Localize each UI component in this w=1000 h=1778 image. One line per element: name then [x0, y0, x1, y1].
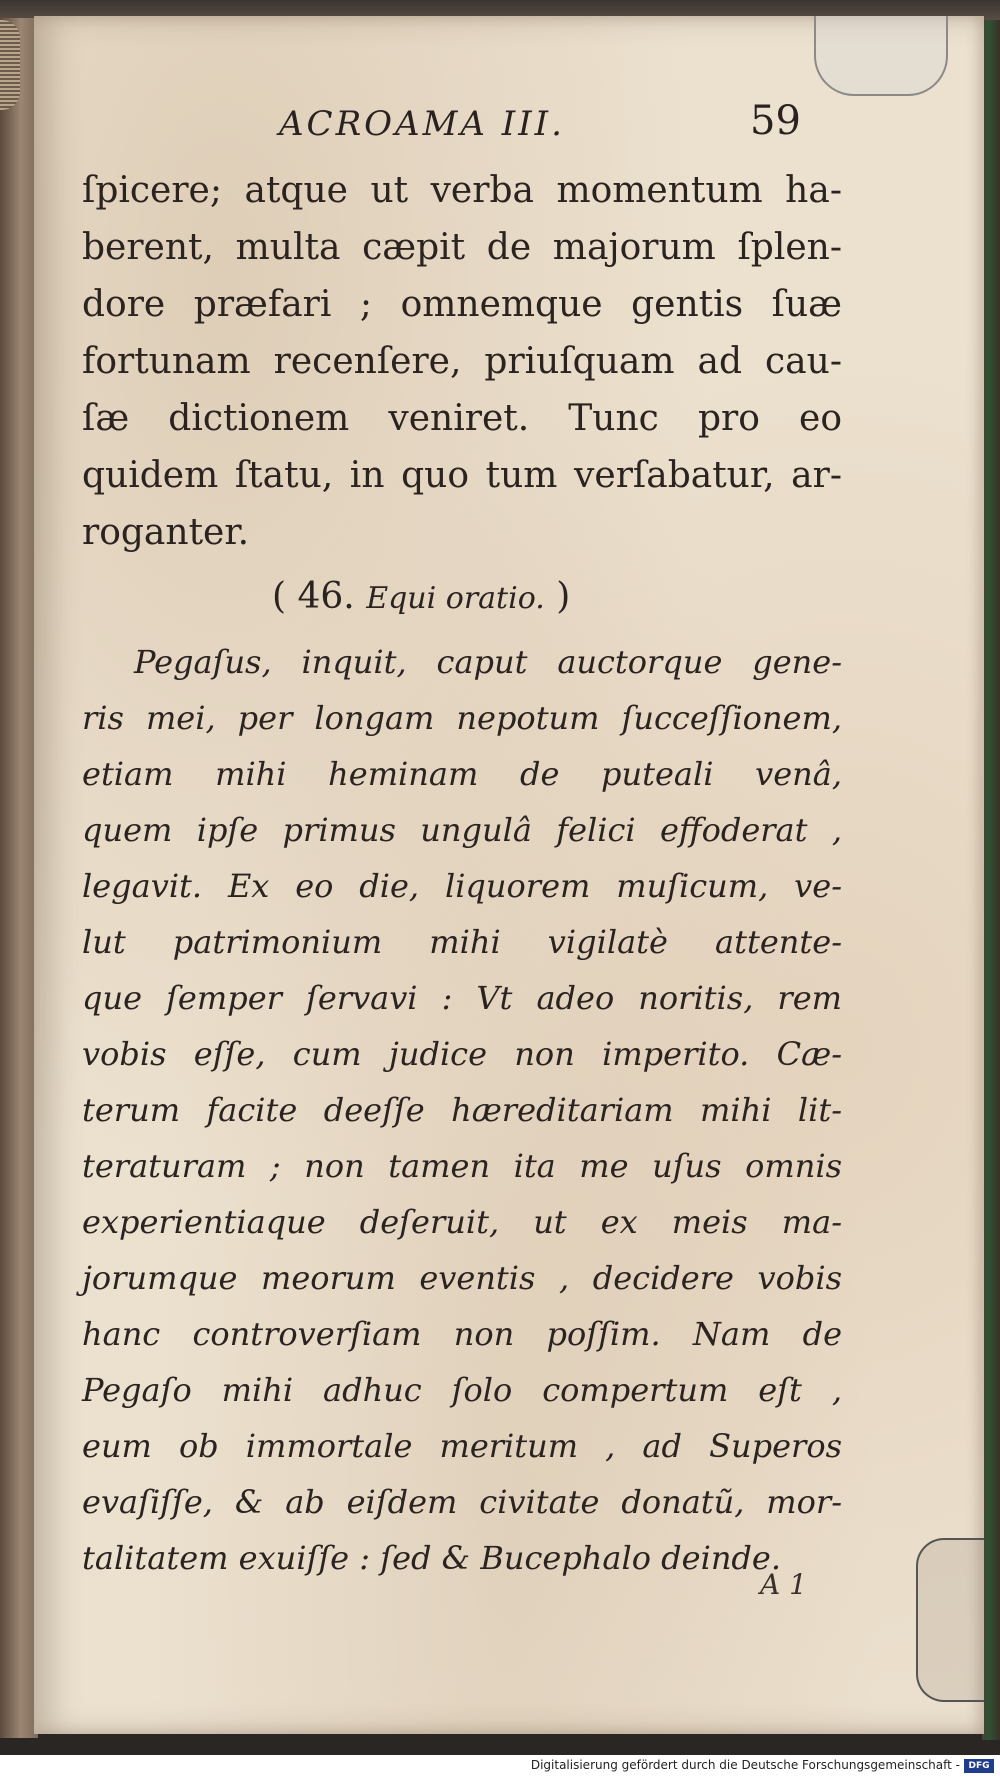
text-line: ſæ dictionem veniret. Tunc pro eo [82, 398, 842, 439]
text-line: que ſemper ſervavi : Vt adeo noritis, rem [82, 979, 842, 1017]
text-line: lut patrimonium mihi vigilatè attente- [82, 923, 842, 961]
text-line: Pegaſo mihi adhuc ſolo compertum eſt , [82, 1371, 842, 1409]
roman-paragraph [82, 162, 842, 561]
text-line: talitatem exuiſſe : ſed & Bucephalo deinde. [82, 1539, 782, 1577]
text-line: Pegaſus, inquit, caput auctorque gene- [134, 643, 842, 681]
running-title: ACROAMA III. [279, 104, 565, 144]
text-line: ſpicere; atque ut verba momentum ha- [82, 170, 842, 211]
section-number: ( 46. [272, 576, 355, 617]
catchword: A 1 [760, 1568, 807, 1601]
text-line: etiam mihi heminam de puteali venâ, [82, 755, 842, 793]
text-line: terum facite deeſſe hæreditariam mihi lit- [82, 1091, 842, 1129]
text-line: vobis eſſe, cum judice non imperito. Cæ- [82, 1035, 842, 1073]
page-number: 59 [750, 98, 801, 144]
page-holder-clip-bottom [916, 1538, 984, 1702]
text-line: eum ob immortale meritum , ad Superos [82, 1427, 842, 1465]
text-line: berent, multa cæpit de majorum ſplen- [82, 227, 842, 268]
text-line: fortunam recenſere, priuſquam ad cau- [82, 341, 842, 382]
book-gutter [0, 18, 38, 1738]
book-right-edge [982, 20, 1000, 1740]
text-line: quidem ſtatu, in quo tum verſabatur, ar- [82, 455, 842, 496]
text-line: evaſiſſe, & ab eiſdem civitate donatũ, mor- [82, 1483, 842, 1521]
page-stack-edge [0, 20, 20, 110]
text-line: roganter. [82, 512, 250, 553]
digitization-credit: Digitalisierung gefördert durch die Deutsche Forschungsgemeinschaft - [530, 1758, 960, 1772]
page-header [104, 98, 824, 158]
text-line: experientiaque deſeruit, ut ex meis ma- [82, 1203, 842, 1241]
section-close-paren: ) [556, 576, 571, 617]
section-heading [272, 576, 570, 617]
text-line: dore præfari ; omnemque gentis ſuæ [82, 284, 842, 325]
section-title: Equi oratio. [366, 581, 545, 616]
text-line: teraturam ; non tamen ita me uſus omnis [82, 1147, 842, 1185]
page-holder-clip-top [814, 16, 948, 96]
dfg-logo: DFG [964, 1759, 994, 1773]
italic-paragraph [82, 634, 842, 1586]
book-page [34, 16, 984, 1734]
text-line: quem ipſe primus ungulâ felici effoderat , [82, 811, 842, 849]
text-line: hanc controverſiam non poſſim. Nam de [82, 1315, 842, 1353]
text-line: ris mei, per longam nepotum ſucceſſionem, [82, 699, 842, 737]
text-line: legavit. Ex eo die, liquorem muſicum, ve- [82, 867, 842, 905]
text-line: jorumque meorum eventis , decidere vobis [82, 1259, 842, 1297]
footer-band [0, 1755, 1000, 1778]
